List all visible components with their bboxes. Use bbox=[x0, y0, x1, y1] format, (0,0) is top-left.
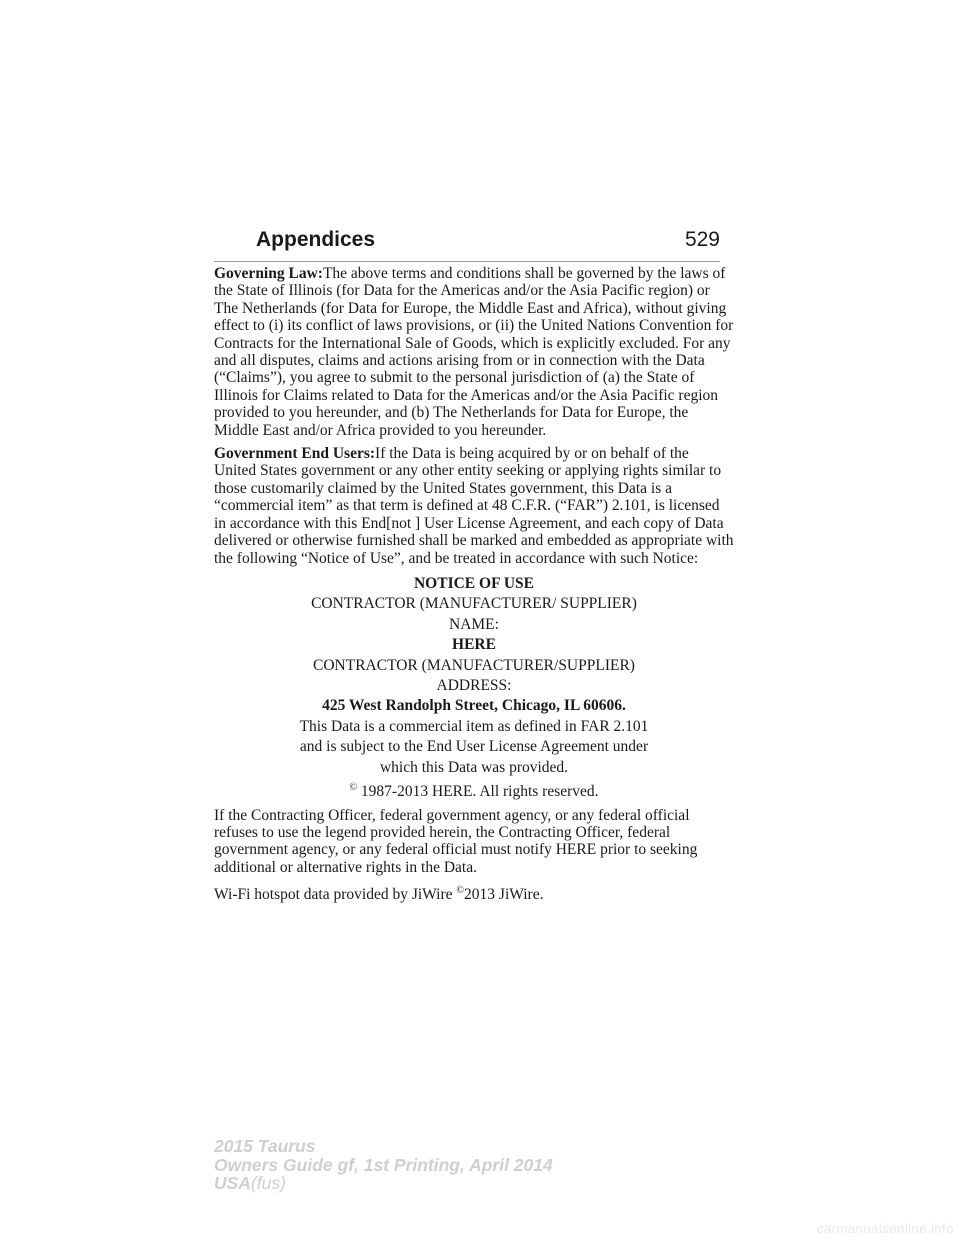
header-divider bbox=[214, 261, 720, 262]
contractor-address-label-2: ADDRESS: bbox=[436, 676, 512, 694]
government-users-label: Government End Users: bbox=[214, 445, 376, 463]
page-header bbox=[214, 228, 720, 252]
section-title: Appendices bbox=[256, 228, 376, 251]
notice-of-use-block bbox=[214, 575, 734, 801]
notice-heading: NOTICE OF USE bbox=[413, 574, 534, 592]
contractor-name: HERE bbox=[452, 636, 496, 654]
contractor-name-label-2: NAME: bbox=[449, 615, 499, 633]
footer-region-suffix: (fus) bbox=[250, 1173, 286, 1193]
government-users-paragraph bbox=[214, 445, 734, 567]
page-footer bbox=[214, 1137, 553, 1193]
wifi-text-after: 2013 JiWire. bbox=[464, 886, 544, 904]
contractor-address-label-1: CONTRACTOR (MANUFACTURER/SUPPLIER) bbox=[313, 656, 635, 674]
governing-law-paragraph bbox=[214, 265, 734, 439]
notice-line-1: This Data is a commercial item as defined in FAR 2.101 bbox=[299, 717, 649, 735]
contracting-officer-paragraph: If the Contracting Officer, federal government agency, or any federal official refuses to use the legend provided herein, the Contracting Officer, federal government agency, or any federal official must notify HERE prior to seeking additional or alternative rights in the Data. bbox=[214, 806, 698, 876]
footer-model: 2015 Taurus bbox=[214, 1136, 316, 1156]
footer-guide-info: Owners Guide gf, 1st Printing, April 2014 bbox=[214, 1154, 553, 1175]
governing-law-label: Governing Law: bbox=[214, 265, 323, 282]
wifi-paragraph bbox=[214, 882, 734, 904]
page-number: 529 bbox=[684, 228, 720, 251]
contractor-address: 425 West Randolph Street, Chicago, IL 60606. bbox=[322, 697, 626, 715]
notice-line-3: which this Data was provided. bbox=[379, 758, 569, 776]
notice-copyright-text: 1987-2013 HERE. All rights reserved. bbox=[357, 783, 599, 801]
notice-line-2: and is subject to the End User License Agreement under bbox=[299, 738, 649, 756]
governing-law-text: The above terms and conditions shall be governed by the laws of the State of Illinois (for Data for the Americas and/or the Asia Pacific region) or The Netherlands (for Data for Europe, the Middle East and Africa), without giving effect to (i) its conflict of laws provisions, or (ii) the United Nations Convention for Contracts for the International Sale of Goods, which is explicitly excluded. For any and all disputes, claims and actions arising from or in connection with the Data (“Claims”), you agree to submit to the personal jurisdiction of (a) the State of Illinois for Claims related to Data for the Americas and/or the Asia Pacific region provided to you hereunder, and (b) The Netherlands for Data for Europe, the Middle East and/or Africa provided to you hereunder. bbox=[214, 265, 734, 439]
notice-copyright bbox=[214, 779, 734, 801]
wifi-copyright-symbol: © bbox=[456, 885, 465, 897]
watermark: carmanualsonline.info bbox=[817, 1221, 954, 1236]
government-users-text: If the Data is being acquired by or on behalf of the United States government or any other entity seeking or applying rights similar to those customarily claimed by the United States government, this Data is a “commercial item” as that term is defined at 48 C.F.R. (“FAR”) 2.101, is licensed in accordance with this End[not ] User License Agreement, and each copy of Data delivered or otherwise furnished shall be marked and embedded as appropriate with the following “Notice of Use”, and be treated in accordance with such Notice: bbox=[214, 445, 734, 567]
footer-region bbox=[214, 1174, 553, 1193]
page-body bbox=[214, 265, 734, 910]
footer-region-main: USA bbox=[214, 1173, 251, 1193]
wifi-text-before: Wi-Fi hotspot data provided by JiWire bbox=[214, 886, 457, 904]
copyright-symbol: © bbox=[349, 781, 358, 793]
contractor-name-label-1: CONTRACTOR (MANUFACTURER/ SUPPLIER) bbox=[311, 595, 637, 613]
